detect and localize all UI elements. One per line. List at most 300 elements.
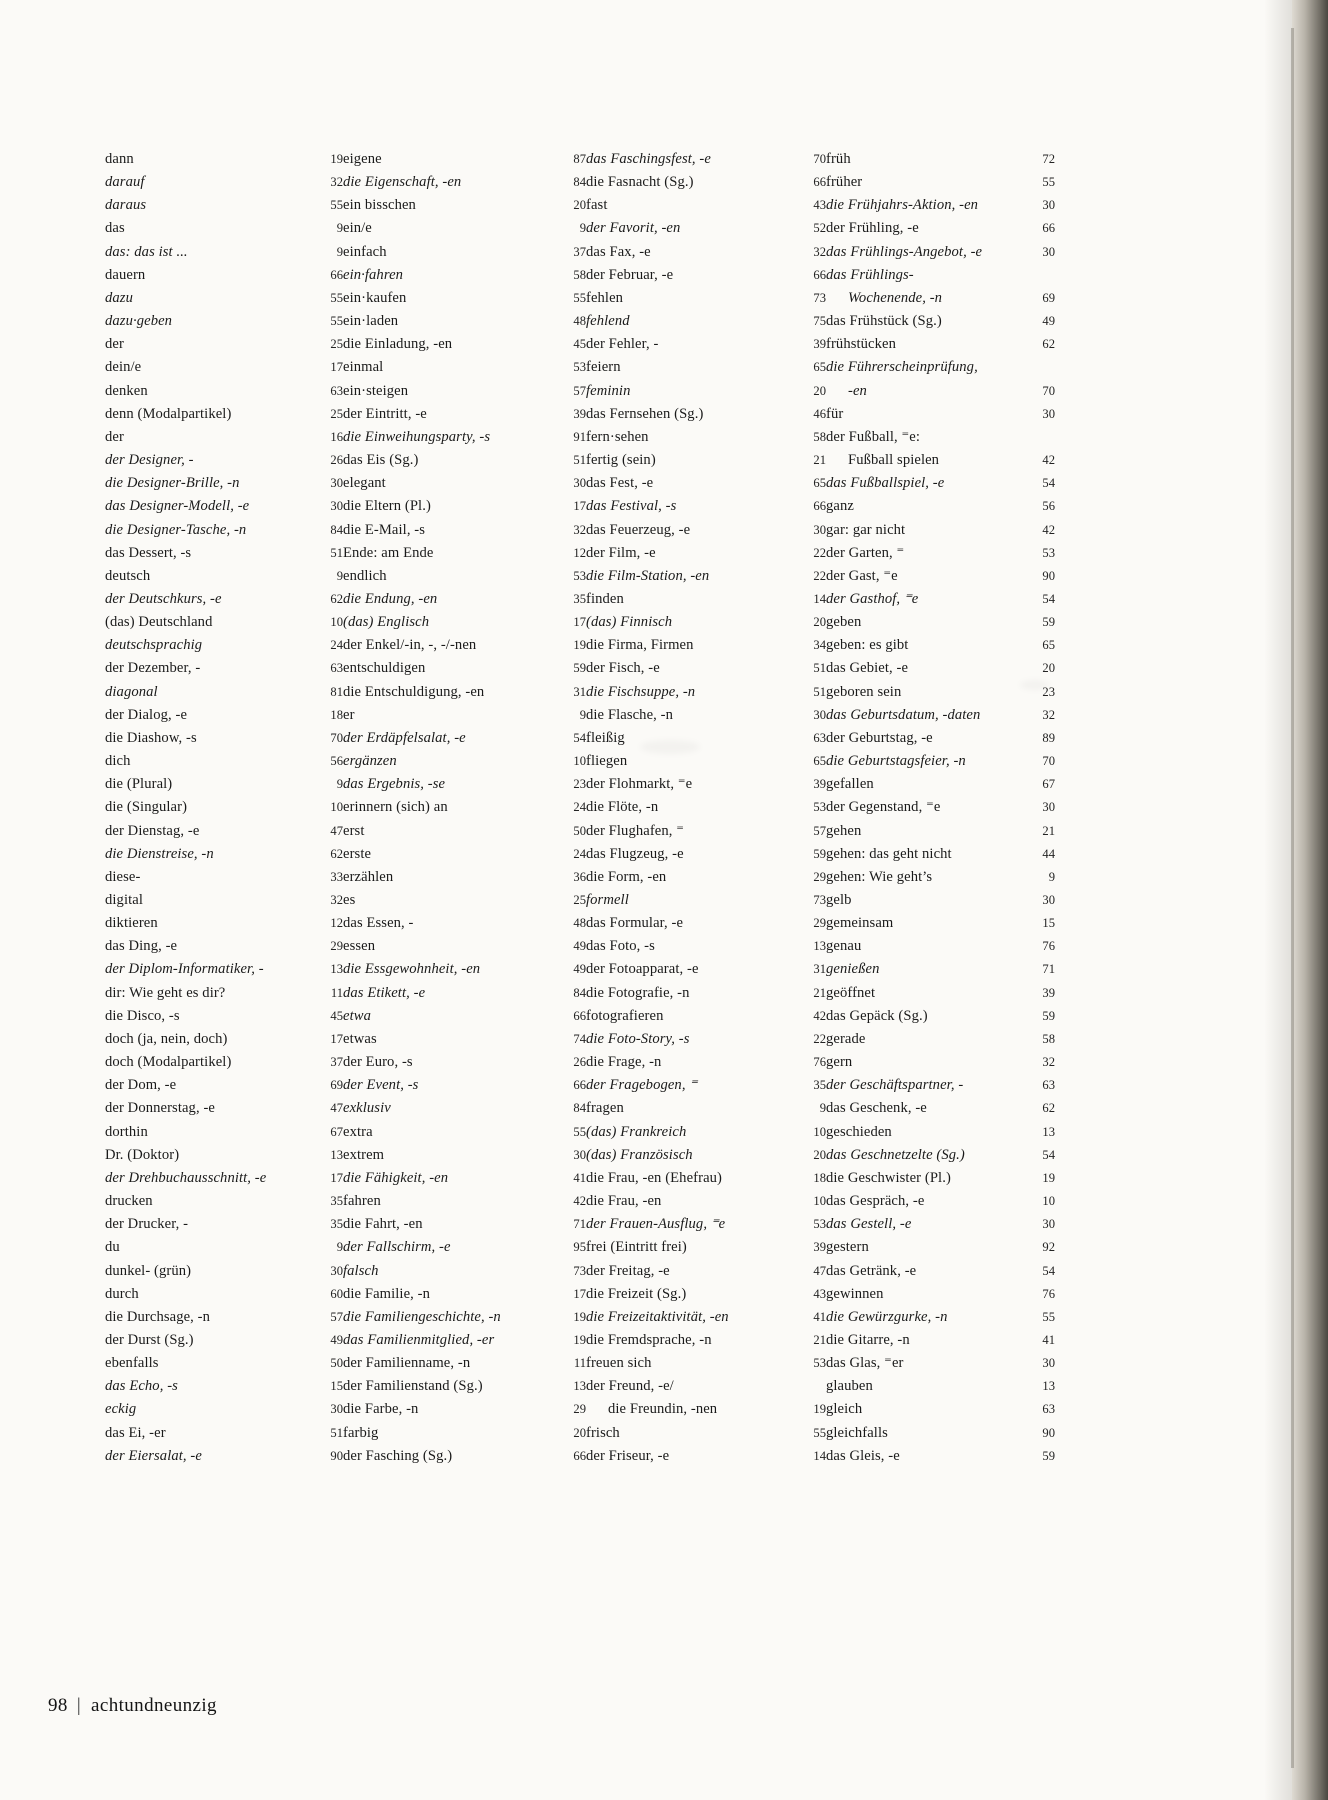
entry-term: Dr. (Doktor) bbox=[105, 1146, 180, 1163]
entry-term: das Geschenk, -e bbox=[826, 1100, 927, 1117]
entry-term: die Firma, Firmen bbox=[586, 637, 694, 654]
glossary-entry bbox=[826, 287, 1055, 310]
entry-page-number: 59 bbox=[1042, 1008, 1055, 1023]
entry-page-number: 43 bbox=[813, 1286, 826, 1301]
glossary-entry bbox=[343, 727, 586, 750]
glossary-entry bbox=[105, 287, 343, 310]
entry-term: der Dialog, -e bbox=[105, 706, 188, 723]
glossary-entry bbox=[586, 1236, 826, 1259]
entry-page-number: 24 bbox=[330, 638, 343, 653]
entry-page-number: 51 bbox=[330, 545, 343, 560]
entry-page-number: 39 bbox=[1042, 985, 1055, 1000]
entry-page-number: 57 bbox=[573, 383, 586, 398]
entry-term: fern·sehen bbox=[586, 428, 649, 445]
entry-term: der Fragebogen, ⁼ bbox=[586, 1077, 698, 1094]
glossary-entry bbox=[586, 958, 826, 981]
glossary-entry bbox=[343, 773, 586, 796]
entry-term: die Freizeitaktivität, -en bbox=[586, 1308, 729, 1325]
entry-page-number: 11 bbox=[330, 985, 343, 1000]
entry-page-number: 42 bbox=[573, 1194, 586, 1209]
glossary-entry bbox=[105, 1167, 343, 1190]
glossary-entry bbox=[343, 403, 586, 426]
glossary-entry bbox=[826, 1074, 1055, 1097]
glossary-entry bbox=[586, 750, 826, 773]
entry-term: der Durst (Sg.) bbox=[105, 1331, 194, 1348]
glossary-entry bbox=[586, 449, 826, 472]
entry-term: die Geschwister (Pl.) bbox=[826, 1169, 951, 1186]
entry-term: der Erdäpfelsalat, -e bbox=[343, 729, 466, 746]
glossary-entry bbox=[586, 148, 826, 171]
entry-term: das Designer-Modell, -e bbox=[105, 498, 250, 515]
glossary-entry bbox=[105, 866, 343, 889]
entry-term: die Frau, -en (Ehefrau) bbox=[586, 1169, 723, 1186]
entry-term: erzählen bbox=[343, 868, 394, 885]
entry-term: gewinnen bbox=[826, 1285, 884, 1302]
entry-term: dorthin bbox=[105, 1123, 148, 1140]
entry-page-number: 66 bbox=[813, 499, 826, 514]
glossary-entry bbox=[105, 380, 343, 403]
entry-term: der Februar, -e bbox=[586, 266, 674, 283]
entry-page-number: 17 bbox=[573, 499, 586, 514]
glossary-column-4 bbox=[826, 148, 1055, 1468]
entry-page-number: 36 bbox=[573, 869, 586, 884]
entry-term: das Flugzeug, -e bbox=[586, 845, 684, 862]
entry-term: fertig (sein) bbox=[586, 452, 656, 469]
entry-page-number: 66 bbox=[813, 267, 826, 282]
entry-term: Fußball spielen bbox=[848, 452, 940, 469]
entry-term: ebenfalls bbox=[105, 1355, 159, 1372]
entry-page-number: 32 bbox=[813, 244, 826, 259]
entry-term: die Führerscheinprüfung, bbox=[826, 359, 978, 376]
entry-term: das Dessert, -s bbox=[105, 544, 192, 561]
glossary-entry bbox=[343, 958, 586, 981]
entry-page-number: 51 bbox=[330, 1425, 343, 1440]
entry-term: deutschsprachig bbox=[105, 637, 203, 654]
glossary-entry bbox=[105, 588, 343, 611]
entry-term: einfach bbox=[343, 243, 387, 260]
entry-term: geöffnet bbox=[826, 984, 876, 1001]
glossary-entry bbox=[826, 217, 1055, 240]
entry-page-number: 19 bbox=[1042, 1170, 1055, 1185]
entry-page-number: 10 bbox=[330, 615, 343, 630]
glossary-entry bbox=[343, 542, 586, 565]
entry-page-number: 26 bbox=[573, 1055, 586, 1070]
entry-term: der Event, -s bbox=[343, 1077, 419, 1094]
entry-term: der Fotoapparat, -e bbox=[586, 961, 699, 978]
glossary-entry bbox=[343, 750, 586, 773]
entry-term: frisch bbox=[586, 1424, 620, 1441]
glossary-entry bbox=[826, 449, 1055, 472]
glossary-entry bbox=[343, 148, 586, 171]
glossary-entry bbox=[586, 1097, 826, 1120]
entry-page-number: 20 bbox=[813, 615, 826, 630]
entry-page-number: 17 bbox=[330, 1170, 343, 1185]
entry-term: etwa bbox=[343, 1007, 371, 1024]
entry-term: der Flohmarkt, ⁼e bbox=[586, 776, 693, 793]
entry-page-number: 13 bbox=[330, 962, 343, 977]
entry-page-number: 84 bbox=[573, 1101, 586, 1116]
entry-page-number: 25 bbox=[330, 337, 343, 352]
entry-page-number: 41 bbox=[813, 1309, 826, 1324]
entry-page-number: 66 bbox=[330, 267, 343, 282]
glossary-entry bbox=[105, 565, 343, 588]
glossary-entry bbox=[105, 1398, 343, 1421]
entry-page-number: 87 bbox=[573, 152, 586, 166]
entry-page-number: 70 bbox=[813, 152, 826, 166]
glossary-entry bbox=[826, 194, 1055, 217]
glossary-entry bbox=[105, 1074, 343, 1097]
entry-term: das Feuerzeug, -e bbox=[586, 521, 691, 538]
glossary-entry bbox=[586, 773, 826, 796]
entry-page-number: 55 bbox=[1042, 175, 1055, 190]
entry-term: (das) Englisch bbox=[343, 614, 430, 631]
entry-page-number: 10 bbox=[813, 1124, 826, 1139]
entry-page-number: 84 bbox=[573, 985, 586, 1000]
glossary-entry bbox=[586, 380, 826, 403]
glossary-entry bbox=[826, 843, 1055, 866]
entry-page-number: 67 bbox=[1042, 777, 1055, 792]
entry-term: der Dienstag, -e bbox=[105, 822, 200, 839]
glossary-entry bbox=[586, 1329, 826, 1352]
glossary-entry bbox=[826, 1236, 1055, 1259]
entry-term: Ende: am Ende bbox=[343, 544, 434, 561]
entry-term: doch (ja, nein, doch) bbox=[105, 1030, 228, 1047]
glossary-entry bbox=[105, 264, 343, 287]
entry-term: ergänzen bbox=[343, 753, 397, 770]
glossary-entry bbox=[343, 681, 586, 704]
entry-term: der Fallschirm, -e bbox=[343, 1239, 451, 1256]
entry-page-number: 55 bbox=[1042, 1309, 1055, 1324]
glossary-entry bbox=[105, 1190, 343, 1213]
entry-page-number: 81 bbox=[330, 684, 343, 699]
glossary-entry bbox=[105, 657, 343, 680]
entry-term: die Einladung, -en bbox=[343, 336, 453, 353]
entry-page-number: 62 bbox=[1042, 1101, 1055, 1116]
glossary-entry bbox=[343, 1236, 586, 1259]
entry-term: die Fasnacht (Sg.) bbox=[586, 174, 694, 191]
entry-page-number: 22 bbox=[813, 568, 826, 583]
glossary-entry bbox=[826, 681, 1055, 704]
entry-page-number: 59 bbox=[1042, 1448, 1055, 1463]
entry-page-number: 59 bbox=[1042, 615, 1055, 630]
glossary-entry bbox=[105, 704, 343, 727]
entry-page-number: 45 bbox=[573, 337, 586, 352]
entry-term: freuen sich bbox=[586, 1355, 652, 1372]
glossary-entry bbox=[586, 1190, 826, 1213]
entry-page-number: 73 bbox=[573, 1263, 586, 1278]
entry-page-number: 53 bbox=[813, 800, 826, 815]
glossary-entry bbox=[586, 1375, 826, 1398]
entry-term: das Formular, -e bbox=[586, 915, 684, 932]
glossary-entry bbox=[343, 241, 586, 264]
glossary-entry bbox=[343, 1422, 586, 1445]
entry-page-number: 14 bbox=[813, 591, 826, 606]
entry-term: Wochenende, -n bbox=[848, 289, 943, 306]
glossary-entry bbox=[105, 820, 343, 843]
glossary-entry bbox=[105, 1260, 343, 1283]
entry-page-number: 84 bbox=[330, 522, 343, 537]
entry-page-number: 30 bbox=[1042, 244, 1055, 259]
glossary-entry bbox=[343, 843, 586, 866]
entry-page-number: 13 bbox=[573, 1379, 586, 1394]
entry-page-number: 21 bbox=[813, 453, 826, 468]
entry-term: der Favorit, -en bbox=[586, 220, 681, 237]
glossary-entry bbox=[826, 148, 1055, 171]
entry-page-number: 53 bbox=[1042, 545, 1055, 560]
glossary-entry bbox=[343, 1352, 586, 1375]
entry-term: fehlend bbox=[586, 313, 630, 330]
glossary-entry bbox=[343, 704, 586, 727]
entry-page-number: 30 bbox=[573, 476, 586, 491]
entry-page-number: 23 bbox=[1042, 684, 1055, 699]
entry-term: das Gespräch, -e bbox=[826, 1193, 925, 1210]
glossary-entry bbox=[586, 1167, 826, 1190]
entry-term: eigene bbox=[343, 151, 382, 167]
entry-term: diktieren bbox=[105, 915, 158, 932]
entry-page-number: 73 bbox=[813, 290, 826, 305]
entry-page-number: 20 bbox=[1042, 661, 1055, 676]
entry-term: der Gegenstand, ⁼e bbox=[826, 799, 941, 816]
entry-term: extrem bbox=[343, 1146, 385, 1163]
glossary-entry bbox=[105, 333, 343, 356]
entry-term: die Gewürzgurke, -n bbox=[826, 1308, 948, 1325]
glossary-entry bbox=[105, 1283, 343, 1306]
entry-term: das Geburtsdatum, -daten bbox=[826, 706, 981, 723]
glossary-entry bbox=[105, 1445, 343, 1468]
glossary-entry bbox=[343, 1260, 586, 1283]
entry-term: gehen bbox=[826, 822, 862, 839]
glossary-entry bbox=[105, 1121, 343, 1144]
glossary-entry bbox=[343, 820, 586, 843]
entry-page-number: 50 bbox=[573, 823, 586, 838]
entry-page-number: 49 bbox=[330, 1332, 343, 1347]
entry-term: der Dezember, - bbox=[105, 660, 201, 677]
entry-term: die Fremdsprache, -n bbox=[586, 1331, 712, 1348]
entry-page-number: 29 bbox=[813, 916, 826, 931]
entry-page-number: 30 bbox=[813, 522, 826, 537]
entry-page-number: 55 bbox=[330, 198, 343, 213]
glossary-entry bbox=[586, 1051, 826, 1074]
entry-page-number: 73 bbox=[813, 893, 826, 907]
glossary-entry bbox=[343, 380, 586, 403]
entry-term: das Gebiet, -e bbox=[826, 660, 909, 677]
entry-page-number: 53 bbox=[573, 360, 586, 375]
glossary-entry bbox=[826, 264, 1055, 287]
glossary-entry bbox=[105, 356, 343, 379]
entry-page-number: 63 bbox=[330, 661, 343, 676]
glossary-entry bbox=[826, 889, 1055, 912]
glossary-entry bbox=[343, 264, 586, 287]
glossary-entry bbox=[343, 310, 586, 333]
glossary-entry bbox=[826, 1167, 1055, 1190]
entry-term: der Euro, -s bbox=[343, 1054, 413, 1071]
entry-term: der Gast, ⁼e bbox=[826, 567, 898, 584]
glossary-column-1 bbox=[105, 148, 343, 1468]
entry-term: diese- bbox=[105, 868, 141, 885]
glossary-entry bbox=[105, 403, 343, 426]
glossary-entry bbox=[586, 264, 826, 287]
glossary-entry bbox=[586, 472, 826, 495]
entry-page-number: 34 bbox=[813, 638, 826, 653]
glossary-entry bbox=[586, 634, 826, 657]
entry-page-number: 59 bbox=[573, 661, 586, 676]
entry-term: die Endung, -en bbox=[343, 590, 438, 607]
entry-page-number: 58 bbox=[573, 267, 586, 282]
entry-page-number: 56 bbox=[330, 754, 343, 769]
entry-page-number: 66 bbox=[573, 1008, 586, 1023]
entry-term: gelb bbox=[826, 892, 852, 908]
glossary-entry bbox=[586, 1005, 826, 1028]
glossary-entry bbox=[586, 681, 826, 704]
entry-term: die Form, -en bbox=[586, 868, 667, 885]
entry-page-number: 13 bbox=[813, 939, 826, 954]
entry-page-number: 67 bbox=[330, 1124, 343, 1139]
glossary-entry bbox=[586, 1028, 826, 1051]
entry-page-number: 29 bbox=[813, 869, 826, 884]
glossary-entry bbox=[826, 1260, 1055, 1283]
entry-page-number: 18 bbox=[813, 1170, 826, 1185]
entry-page-number: 39 bbox=[813, 1240, 826, 1255]
glossary-entry bbox=[105, 1028, 343, 1051]
glossary-column-2 bbox=[343, 148, 586, 1468]
glossary-entry bbox=[105, 194, 343, 217]
entry-page-number: 53 bbox=[813, 1356, 826, 1371]
glossary-entry bbox=[343, 1375, 586, 1398]
entry-term: ein·laden bbox=[343, 313, 399, 330]
entry-term: gemeinsam bbox=[826, 915, 894, 932]
entry-page-number: 10 bbox=[1042, 1194, 1055, 1209]
entry-term: der bbox=[105, 336, 124, 353]
glossary-entry bbox=[105, 611, 343, 634]
entry-term: durch bbox=[105, 1285, 139, 1302]
glossary-entry bbox=[105, 1306, 343, 1329]
entry-term: gar: gar nicht bbox=[826, 521, 906, 538]
entry-term: das Familienmitglied, -er bbox=[343, 1331, 495, 1348]
entry-term: die Film-Station, -en bbox=[586, 567, 710, 584]
entry-term: der Fasching (Sg.) bbox=[343, 1447, 453, 1464]
entry-page-number: 10 bbox=[330, 800, 343, 815]
glossary-entry bbox=[826, 1028, 1055, 1051]
entry-term: fotografieren bbox=[586, 1007, 664, 1024]
glossary-entry bbox=[586, 1283, 826, 1306]
glossary-entry bbox=[826, 1306, 1055, 1329]
glossary-entry bbox=[586, 287, 826, 310]
entry-term: der Flughafen, ⁼ bbox=[586, 822, 685, 839]
entry-term: das Essen, - bbox=[343, 915, 414, 932]
entry-term: das Festival, -s bbox=[586, 498, 677, 515]
entry-page-number: 29 bbox=[573, 1402, 586, 1417]
glossary-entry bbox=[586, 1422, 826, 1445]
entry-page-number: 9 bbox=[1048, 869, 1055, 884]
glossary-entry bbox=[105, 1144, 343, 1167]
glossary-entry bbox=[826, 403, 1055, 426]
entry-term: gehen: Wie geht’s bbox=[826, 868, 933, 885]
entry-term: die Entschuldigung, -en bbox=[343, 683, 485, 700]
entry-page-number: 48 bbox=[573, 314, 586, 329]
entry-term: feminin bbox=[586, 382, 631, 399]
entry-term: dein/e bbox=[105, 359, 142, 376]
entry-page-number: 55 bbox=[813, 1425, 826, 1440]
entry-term: darauf bbox=[105, 174, 145, 191]
glossary-entry bbox=[105, 519, 343, 542]
entry-term: der Gasthof, ⁼e bbox=[826, 590, 919, 607]
entry-term: frei (Eintritt frei) bbox=[586, 1239, 687, 1256]
entry-term: der Geburtstag, -e bbox=[826, 729, 933, 746]
entry-term: das Fernsehen (Sg.) bbox=[586, 405, 704, 422]
entry-page-number: 62 bbox=[330, 846, 343, 861]
entry-term: falsch bbox=[343, 1262, 379, 1279]
glossary-entry bbox=[826, 1213, 1055, 1236]
book-spine-line bbox=[1291, 28, 1294, 1768]
entry-page-number: 18 bbox=[330, 707, 343, 722]
entry-page-number: 69 bbox=[1042, 290, 1055, 305]
entry-term: der Geschäftspartner, - bbox=[826, 1077, 964, 1094]
entry-page-number: 49 bbox=[573, 939, 586, 954]
entry-term: der Freund, -e/ bbox=[586, 1378, 674, 1395]
glossary-entry bbox=[343, 472, 586, 495]
glossary-entry bbox=[826, 519, 1055, 542]
entry-page-number: 9 bbox=[336, 221, 343, 236]
glossary-entry bbox=[105, 912, 343, 935]
entry-term: das Glas, ⁼er bbox=[826, 1355, 904, 1372]
entry-term: ein·steigen bbox=[343, 382, 409, 399]
entry-page-number: 42 bbox=[813, 1008, 826, 1023]
entry-page-number: 42 bbox=[1042, 522, 1055, 537]
entry-term: eckig bbox=[105, 1401, 137, 1418]
entry-page-number: 10 bbox=[573, 754, 586, 769]
entry-term: die Familiengeschichte, -n bbox=[343, 1308, 501, 1325]
entry-term: gerade bbox=[826, 1030, 866, 1047]
entry-term: geboren sein bbox=[826, 683, 902, 700]
entry-term: ein·fahren bbox=[343, 266, 404, 283]
glossary-entry bbox=[826, 750, 1055, 773]
entry-page-number: 41 bbox=[1042, 1332, 1055, 1347]
entry-term: der Eiersalat, -e bbox=[105, 1447, 202, 1464]
entry-term: das Getränk, -e bbox=[826, 1262, 917, 1279]
entry-term: das Ding, -e bbox=[105, 938, 178, 955]
glossary-entry bbox=[586, 796, 826, 819]
glossary-entry bbox=[586, 565, 826, 588]
entry-page-number: 17 bbox=[573, 1286, 586, 1301]
entry-page-number: 17 bbox=[330, 360, 343, 375]
entry-term: der Frühling, -e bbox=[826, 220, 919, 237]
glossary-entry bbox=[343, 1329, 586, 1352]
glossary-entry bbox=[105, 171, 343, 194]
entry-term: die Diashow, -s bbox=[105, 729, 197, 746]
entry-page-number: 76 bbox=[1042, 939, 1055, 954]
entry-term: die Designer-Brille, -n bbox=[105, 475, 240, 492]
entry-page-number: 32 bbox=[330, 175, 343, 190]
entry-term: die Fähigkeit, -en bbox=[343, 1169, 449, 1186]
entry-page-number: 32 bbox=[1042, 707, 1055, 722]
entry-term: die Eltern (Pl.) bbox=[343, 498, 431, 515]
entry-page-number: 31 bbox=[813, 962, 826, 977]
glossary-entry bbox=[586, 333, 826, 356]
entry-page-number: 11 bbox=[573, 1356, 586, 1371]
glossary-entry bbox=[343, 333, 586, 356]
entry-term: es bbox=[343, 892, 356, 908]
entry-term: gern bbox=[826, 1054, 853, 1071]
glossary-entry bbox=[343, 194, 586, 217]
glossary-entry bbox=[343, 1445, 586, 1468]
glossary-entry bbox=[105, 148, 343, 171]
entry-page-number: 75 bbox=[813, 314, 826, 329]
glossary-entry bbox=[586, 820, 826, 843]
entry-term: die Einweihungsparty, -s bbox=[343, 428, 491, 445]
entry-term: fliegen bbox=[586, 753, 628, 770]
glossary-entry bbox=[586, 912, 826, 935]
entry-term: ein/e bbox=[343, 220, 372, 237]
